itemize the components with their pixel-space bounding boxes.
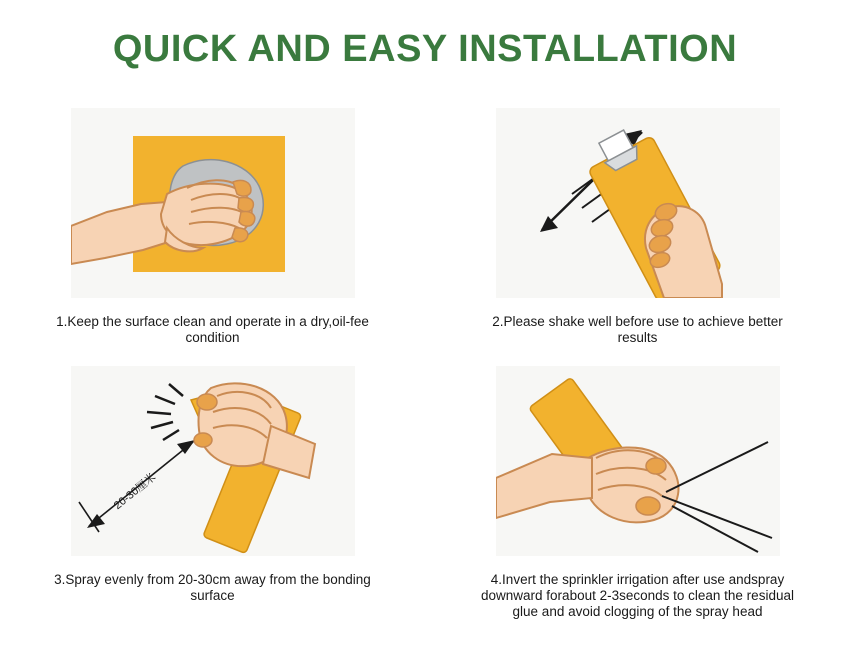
step-4-caption: 4.Invert the sprinkler irrigation after use andspray downward forabout 2-3seconds to clean the residual glue and avoid clogging of the spray head: [481, 572, 794, 619]
wipe-surface-illustration: [71, 108, 355, 298]
step-2-caption: 2.Please shake well before use to achieve better results: [492, 314, 783, 345]
step-1-caption: 1.Keep the surface clean and operate in a dry,oil-fee condition: [56, 314, 369, 345]
distance-annotation: 20-30厘米: [111, 471, 158, 513]
step-3-caption: 3.Spray evenly from 20-30cm away from the bonding surface: [54, 572, 371, 603]
step-1: [0, 108, 425, 366]
step-4: [425, 366, 850, 624]
spray-distance-illustration: [71, 366, 355, 556]
steps-grid: [0, 108, 850, 624]
step-3: [0, 366, 425, 624]
page-title: QUICK AND EASY INSTALLATION: [112, 28, 738, 70]
shake-can-illustration: [496, 108, 780, 298]
invert-spray-illustration: [496, 366, 780, 556]
step-2: [425, 108, 850, 366]
